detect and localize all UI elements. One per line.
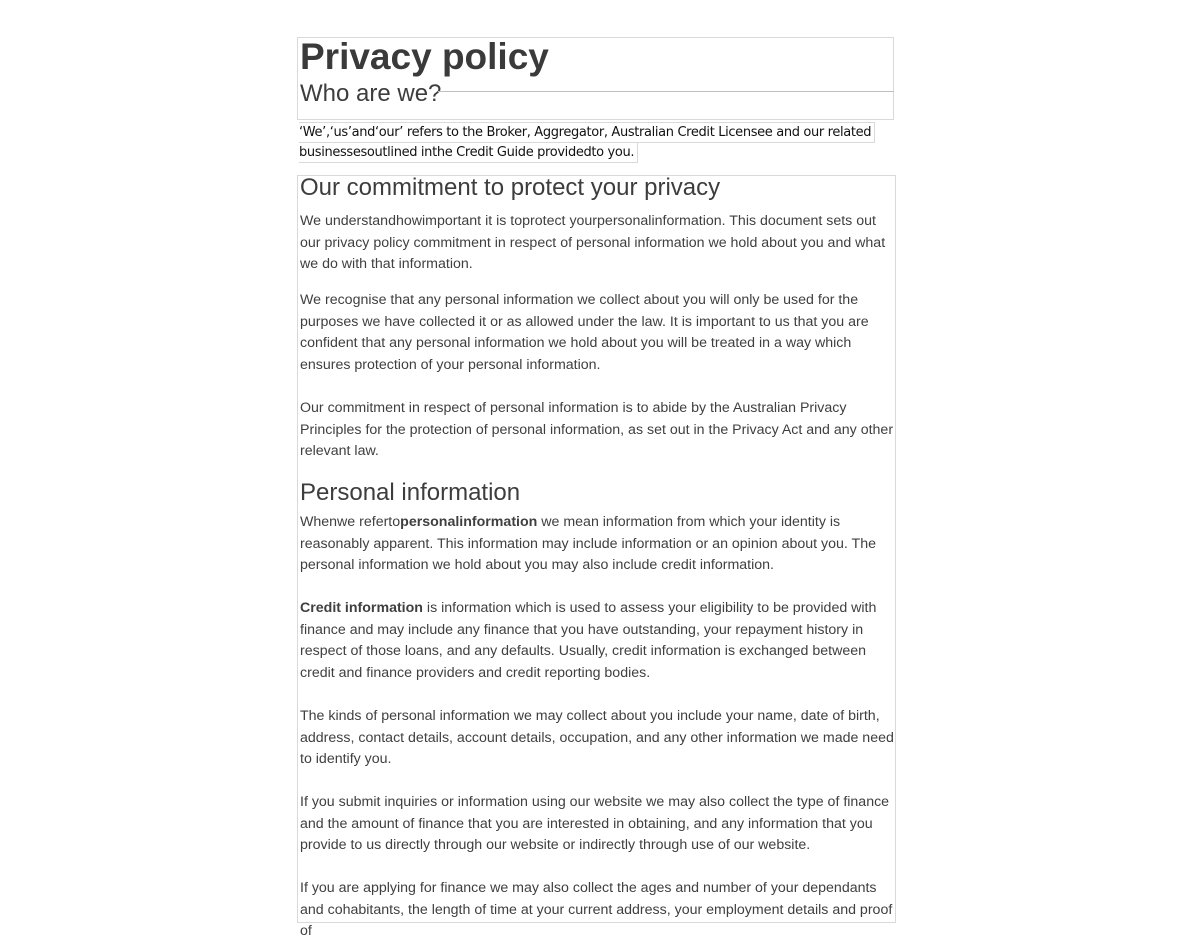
personal-information-paragraph-3: The kinds of personal information we may collect about you include your name, date of birth, address, contact details, account details, occupation, and any other information we made need to identify you. [300, 708, 894, 768]
commitment-heading: Our commitment to protect your privacy [300, 174, 721, 201]
who-are-we-text-line-2: businessesoutlined inthe Credit Guide providedto you. [299, 142, 638, 163]
credit-information-paragraph [300, 598, 900, 685]
header-section [297, 37, 894, 120]
content-section [297, 174, 896, 940]
finance-application-paragraph: If you are applying for finance we may also collect the ages and number of your dependants and cohabitants, the length of time at your current address, your employment details and proof of [300, 880, 893, 940]
page-title: Privacy policy [300, 36, 549, 77]
who-are-we-heading: Who are we? [300, 80, 442, 107]
personal-information-paragraph-1 [300, 512, 900, 577]
commitment-paragraph-1: We understandhowimportant it is toprotect yourpersonalinformation. This document sets out our privacy policy commitment in respect of personal information we hold about you and what we do with that information. [300, 213, 886, 273]
paragraph-text: we mean information from which your identity is reasonably apparent. This information may include information or an opinion about you. The personal information we hold about you may also include credit information. [300, 514, 876, 574]
paragraph-text: Whenwe referto [300, 514, 401, 530]
commitment-paragraph-3: Our commitment in respect of personal information is to abide by the Australian Privacy Principles for the protection of personal information, as set out in the Privacy Act and any other relevant law. [300, 400, 894, 460]
who-are-we-text-line-1: ‘We’,‘us’and‘our’ refers to the Broker, Aggregator, Australian Credit Licensee and our related [299, 122, 875, 143]
personal-information-term: personalinformation [400, 514, 538, 530]
heading-divider [438, 91, 894, 92]
paragraph-text: is information which is used to assess your eligibility to be provided with finance and may include any finance that you have outstanding, your repayment history in respect of those loans, and any defaults. Usually, credit information is exchanged between credit and finance providers and credit reporting bodies. [300, 600, 877, 682]
commitment-paragraph-2: We recognise that any personal information we collect about you will only be used for the purposes we have collected it or as allowed under the law. It is important to us that you are confident that any personal information we hold about you will be treated in a way which ensures protection of your personal information. [300, 292, 869, 374]
credit-information-term: Credit information [300, 600, 423, 616]
personal-information-heading: Personal information [300, 479, 521, 506]
website-information-paragraph: If you submit inquiries or information using our website we may also collect the type of finance and the amount of finance that you are interested in obtaining, and any information that you provide to us directly through our website or indirectly through use of our website. [300, 794, 890, 854]
